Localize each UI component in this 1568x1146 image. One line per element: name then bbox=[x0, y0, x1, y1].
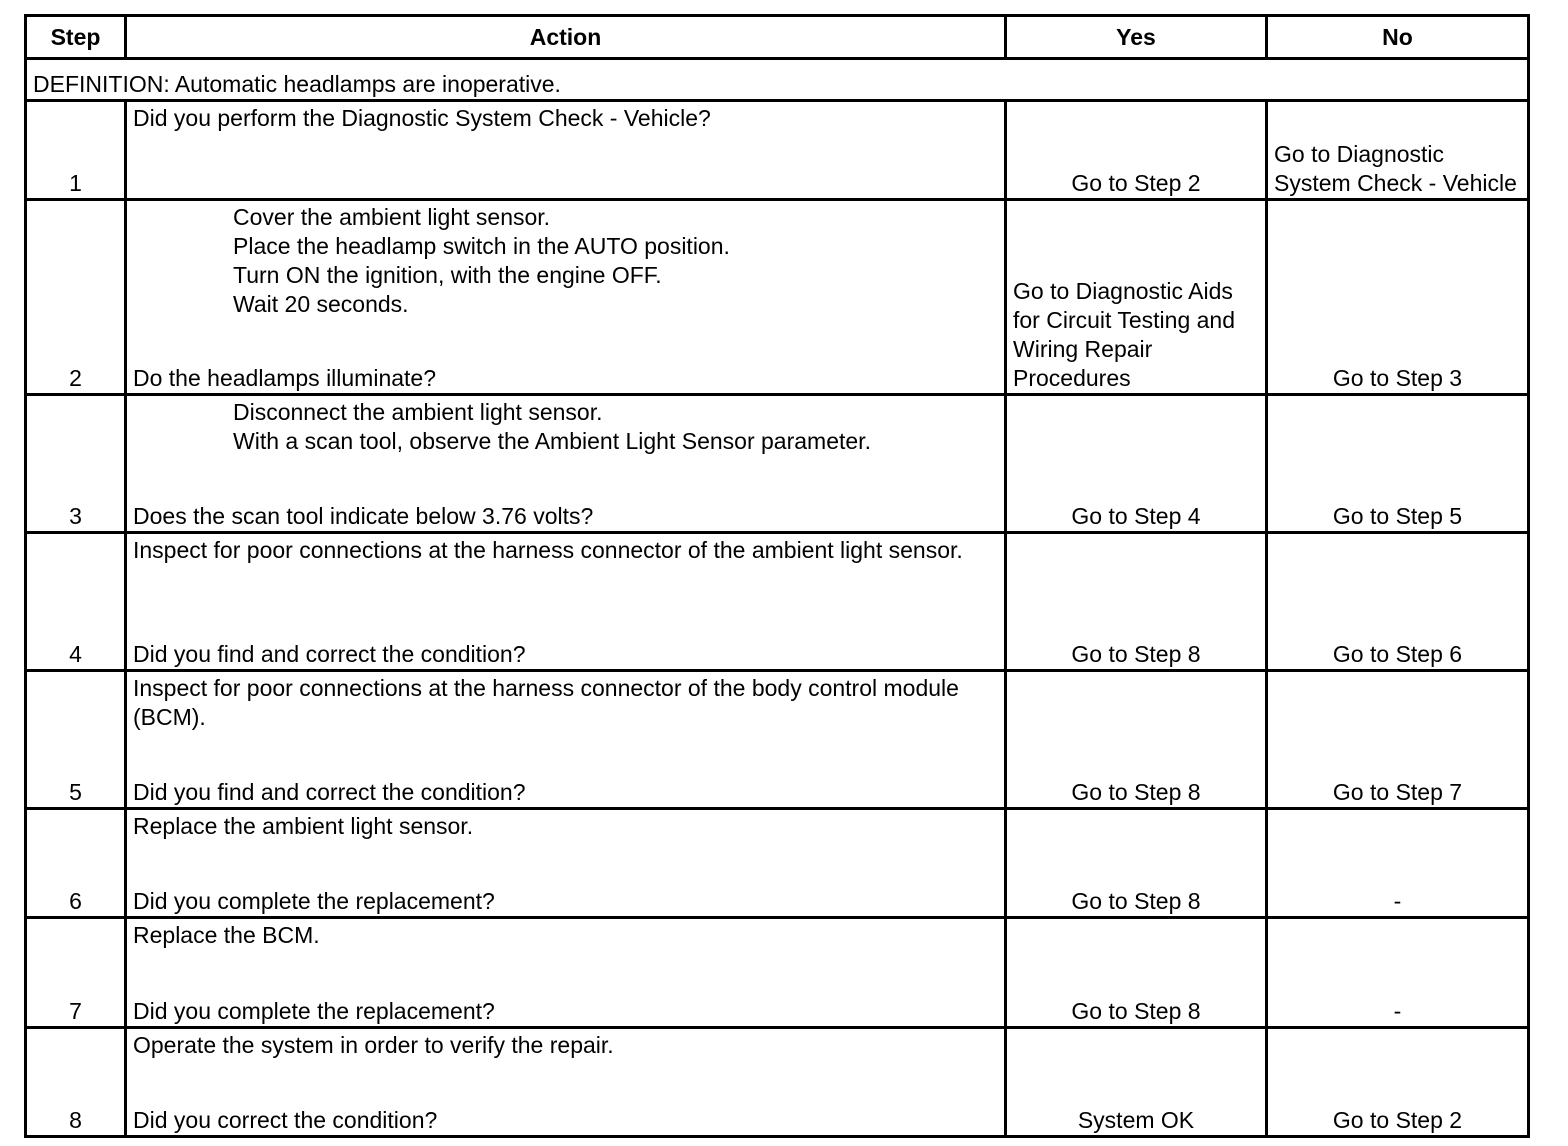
action-question: Does the scan tool indicate below 3.76 volts? bbox=[133, 503, 594, 529]
action-question: Did you complete the replacement? bbox=[133, 998, 495, 1024]
table-row bbox=[26, 809, 1529, 918]
substep: Wait 20 seconds. bbox=[233, 291, 409, 317]
no-cell: Go to Diagnostic System Check - Vehicle bbox=[1267, 101, 1529, 200]
yes-cell: Go to Step 8 bbox=[1006, 809, 1267, 918]
action-cell bbox=[126, 1028, 1006, 1137]
substep: Disconnect the ambient light sensor. bbox=[233, 399, 603, 425]
yes-cell: Go to Step 8 bbox=[1006, 671, 1267, 809]
header-no: No bbox=[1267, 16, 1529, 59]
table-row bbox=[26, 671, 1529, 809]
yes-cell: System OK bbox=[1006, 1028, 1267, 1137]
action-text: Operate the system in order to verify the repair. bbox=[133, 1032, 614, 1058]
yes-cell: Go to Step 8 bbox=[1006, 533, 1267, 671]
no-cell: Go to Step 7 bbox=[1267, 671, 1529, 809]
yes-cell: Go to Diagnostic Aids for Circuit Testing and Wiring Repair Procedures bbox=[1006, 200, 1267, 395]
table-row bbox=[26, 533, 1529, 671]
step-number: 8 bbox=[26, 1028, 126, 1137]
no-cell: Go to Step 6 bbox=[1267, 533, 1529, 671]
substep-list bbox=[133, 398, 871, 456]
step-number: 3 bbox=[26, 395, 126, 533]
action-question: Did you find and correct the condition? bbox=[133, 779, 526, 805]
table-row bbox=[26, 101, 1529, 200]
diagnostic-table bbox=[24, 14, 1530, 1138]
action-question: Did you find and correct the condition? bbox=[133, 641, 526, 667]
action-cell bbox=[126, 671, 1006, 809]
action-cell bbox=[126, 533, 1006, 671]
no-cell: Go to Step 2 bbox=[1267, 1028, 1529, 1137]
action-cell bbox=[126, 395, 1006, 533]
no-cell: Go to Step 3 bbox=[1267, 200, 1529, 395]
header-action: Action bbox=[126, 16, 1006, 59]
header-yes: Yes bbox=[1006, 16, 1267, 59]
action-question: Do the headlamps illuminate? bbox=[133, 365, 437, 391]
yes-cell: Go to Step 4 bbox=[1006, 395, 1267, 533]
substep-list bbox=[133, 203, 730, 319]
step-number: 1 bbox=[26, 101, 126, 200]
substep: Turn ON the ignition, with the engine OFF. bbox=[233, 262, 662, 288]
no-cell: - bbox=[1267, 918, 1529, 1028]
table-row bbox=[26, 918, 1529, 1028]
no-cell: Go to Step 5 bbox=[1267, 395, 1529, 533]
table-row bbox=[26, 395, 1529, 533]
step-number: 6 bbox=[26, 809, 126, 918]
yes-cell: Go to Step 8 bbox=[1006, 918, 1267, 1028]
yes-cell: Go to Step 2 bbox=[1006, 101, 1267, 200]
step-number: 5 bbox=[26, 671, 126, 809]
substep: Place the headlamp switch in the AUTO position. bbox=[233, 233, 730, 259]
header-row bbox=[26, 16, 1529, 59]
no-cell: - bbox=[1267, 809, 1529, 918]
step-number: 2 bbox=[26, 200, 126, 395]
header-step: Step bbox=[26, 16, 126, 59]
action-cell bbox=[126, 918, 1006, 1028]
action-text: Inspect for poor connections at the harness connector of the body control module (BCM). bbox=[133, 675, 959, 730]
action-text: Did you perform the Diagnostic System Check - Vehicle? bbox=[133, 105, 711, 131]
action-cell bbox=[126, 200, 1006, 395]
step-number: 4 bbox=[26, 533, 126, 671]
definition-text: DEFINITION: Automatic headlamps are inoperative. bbox=[26, 59, 1529, 101]
table-row bbox=[26, 1028, 1529, 1137]
action-cell bbox=[126, 809, 1006, 918]
step-number: 7 bbox=[26, 918, 126, 1028]
action-text: Replace the ambient light sensor. bbox=[133, 813, 474, 839]
action-question: Did you correct the condition? bbox=[133, 1107, 438, 1133]
action-cell bbox=[126, 101, 1006, 200]
action-question: Did you complete the replacement? bbox=[133, 888, 495, 914]
definition-row bbox=[26, 59, 1529, 101]
action-text: Replace the BCM. bbox=[133, 922, 320, 948]
substep: With a scan tool, observe the Ambient Light Sensor parameter. bbox=[233, 428, 871, 454]
action-text: Inspect for poor connections at the harness connector of the ambient light sensor. bbox=[133, 537, 963, 563]
substep: Cover the ambient light sensor. bbox=[233, 204, 551, 230]
table-row bbox=[26, 200, 1529, 395]
